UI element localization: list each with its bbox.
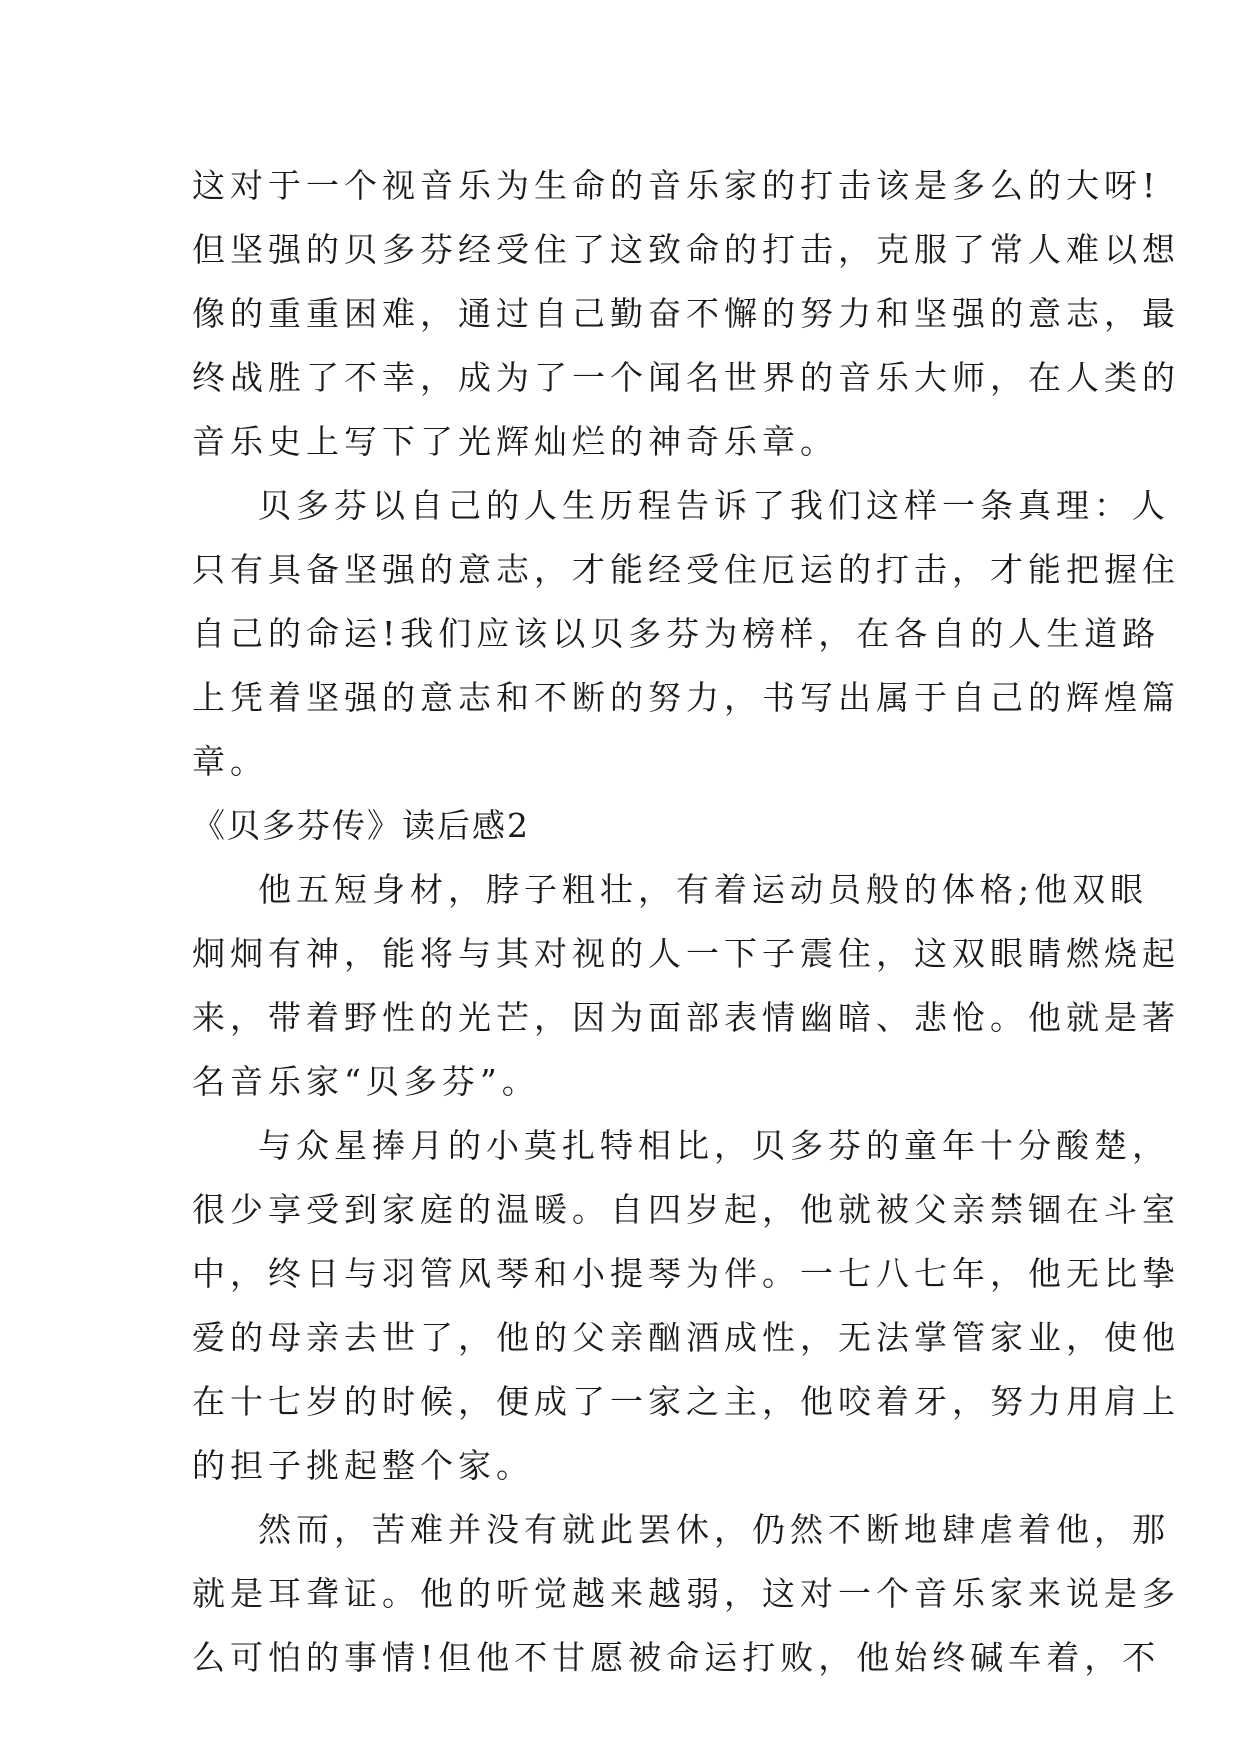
text-line: 音乐史上写下了光辉灿烂的神奇乐章。 [192,422,838,461]
paragraph-first-line: 与众星捧月的小莫扎特相比，贝多芬的童年十分酸楚， [258,1126,1170,1165]
text-line: 只有具备坚强的意志，才能经受住厄运的打击，才能把握住 [192,550,1180,589]
text-line: 章。 [192,742,268,781]
text-line: 爱的母亲去世了，他的父亲酗酒成性，无法掌管家业，使他 [192,1318,1180,1357]
text-line: 但坚强的贝多芬经受住了这致命的打击，克服了常人难以想 [192,230,1180,269]
text-line: 自己的命运!我们应该以贝多芬为榜样，在各自的人生道路 [192,614,1161,653]
paragraph-first-line: 然而，苦难并没有就此罢休，仍然不断地肆虐着他，那 [258,1510,1170,1549]
document-body [192,154,1180,1690]
text-line: 就是耳聋证。他的听觉越来越弱，这对一个音乐家来说是多 [192,1574,1180,1613]
text-line: 很少享受到家庭的温暖。自四岁起，他就被父亲禁锢在斗室 [192,1190,1180,1229]
paragraph-first-line: 贝多芬以自己的人生历程告诉了我们这样一条真理：人 [258,486,1170,525]
text-line: 名音乐家“贝多芬”。 [192,1062,540,1101]
text-line: 的担子挑起整个家。 [192,1446,534,1485]
text-line: 中，终日与羽管风琴和小提琴为伴。一七八七年，他无比挚 [192,1254,1180,1293]
text-line: 来，带着野性的光芒，因为面部表情幽暗、悲怆。他就是著 [192,998,1180,1037]
text-line: 炯炯有神，能将与其对视的人一下子震住，这双眼睛燃烧起 [192,934,1180,973]
section-heading: 《贝多芬传》读后感2 [192,806,530,845]
text-line: 像的重重困难，通过自己勤奋不懈的努力和坚强的意志，最 [192,294,1180,333]
text-line: 么可怕的事情!但他不甘愿被命运打败，他始终碱车着，不 [192,1638,1161,1677]
paragraph-first-line: 他五短身材，脖子粗壮，有着运动员般的体格;他双眼 [258,870,1149,909]
text-line: 终战胜了不幸，成为了一个闻名世界的音乐大师，在人类的 [192,358,1180,397]
text-line: 上凭着坚强的意志和不断的努力，书写出属于自己的辉煌篇 [192,678,1180,717]
text-line: 这对于一个视音乐为生命的音乐家的打击该是多么的大呀! [192,166,1161,205]
text-line: 在十七岁的时候，便成了一家之主，他咬着牙，努力用肩上 [192,1382,1180,1421]
